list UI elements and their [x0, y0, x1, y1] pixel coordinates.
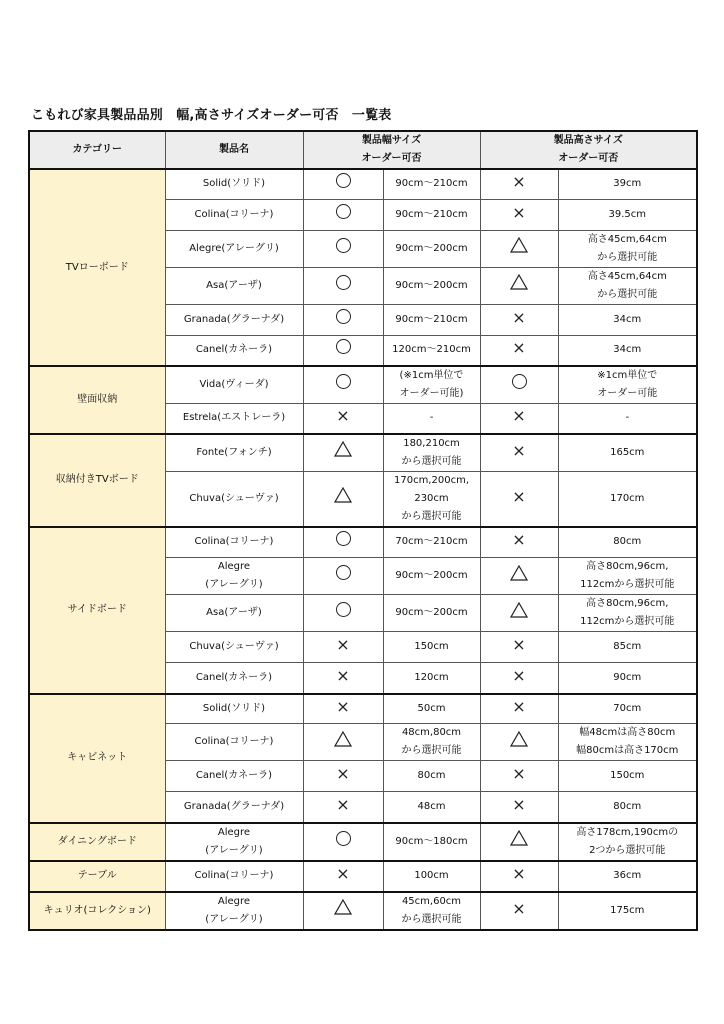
width-mark-cell [303, 823, 383, 861]
table-row [29, 366, 697, 404]
product-name-cell: Fonte(フォンチ) [165, 434, 303, 472]
product-name-cell: Colina(コリーナ) [165, 724, 303, 761]
cross-mark-icon: × [336, 794, 350, 814]
triangle-mark-icon [510, 565, 528, 588]
height-mark-cell [480, 663, 558, 694]
height-mark-cell [480, 595, 558, 632]
height-mark-cell [480, 366, 558, 404]
height-mark-cell [480, 230, 558, 267]
cross-mark-icon: × [512, 172, 526, 192]
table-row [29, 892, 697, 930]
height-range-cell: 高さ45cm,64cm から選択可能 [558, 230, 697, 267]
cross-mark-icon: × [336, 635, 350, 654]
width-range-cell: 70cm〜210cm [383, 527, 480, 558]
category-cell: TVローボード [29, 169, 165, 366]
cross-mark-icon: × [512, 635, 526, 654]
width-range-cell: 90cm〜200cm [383, 230, 480, 267]
product-name-cell: Solid(ソリド) [165, 169, 303, 199]
table-body [29, 169, 697, 930]
cross-mark-icon: × [512, 338, 526, 358]
width-range-cell: 90cm〜180cm [383, 823, 480, 861]
product-name-cell: Alegre (アレーグリ) [165, 558, 303, 595]
width-range-cell: 90cm〜200cm [383, 558, 480, 595]
category-cell: 収納付きTVボード [29, 434, 165, 527]
header-category: カテゴリー [29, 131, 165, 169]
height-mark-cell [480, 861, 558, 892]
cross-mark-icon: × [512, 202, 526, 222]
width-mark-cell [303, 404, 383, 434]
circle-mark-icon [336, 204, 351, 219]
height-range-cell: - [558, 404, 697, 434]
triangle-mark-icon [510, 602, 528, 625]
cross-mark-icon: × [512, 898, 526, 918]
triangle-mark-icon [334, 731, 352, 754]
triangle-mark-icon [510, 237, 528, 260]
header-height [480, 131, 697, 169]
height-mark-cell [480, 169, 558, 199]
width-range-cell: - [383, 404, 480, 434]
product-name-cell: Vida(ヴィーダ) [165, 366, 303, 404]
width-range-cell: 80cm [383, 761, 480, 792]
height-range-cell: 175cm [558, 892, 697, 930]
width-mark-cell [303, 861, 383, 892]
product-name-cell: Estrela(エストレーラ) [165, 404, 303, 434]
width-mark-cell [303, 267, 383, 304]
circle-mark-icon [336, 565, 351, 580]
product-name-cell: Chuva(シューヴァ) [165, 632, 303, 663]
table-row [29, 823, 697, 861]
table-row [29, 527, 697, 558]
header-width-line1: 製品幅サイズ [361, 135, 422, 146]
height-range-cell: 85cm [558, 632, 697, 663]
header-product: 製品名 [165, 131, 303, 169]
width-mark-cell [303, 471, 383, 527]
page-title: こもれび家具製品品別 幅,高さサイズオーダー可否 一覧表 [31, 108, 392, 123]
product-name-cell: Canel(カネーラ) [165, 761, 303, 792]
height-mark-cell [480, 761, 558, 792]
cross-mark-icon: × [336, 406, 350, 426]
cross-mark-icon: × [512, 406, 526, 426]
width-range-cell: 90cm〜200cm [383, 267, 480, 304]
width-mark-cell [303, 304, 383, 335]
height-range-cell: 34cm [558, 304, 697, 335]
triangle-mark-icon [510, 830, 528, 853]
height-range-cell: 70cm [558, 694, 697, 724]
cross-mark-icon: × [512, 864, 526, 883]
width-range-cell: 120cm〜210cm [383, 335, 480, 366]
circle-mark-icon [336, 831, 351, 846]
height-range-cell: 高さ80cm,96cm, 112cmから選択可能 [558, 595, 697, 632]
order-availability-table [28, 130, 698, 931]
height-range-cell: 39cm [558, 169, 697, 199]
category-cell: キャビネット [29, 694, 165, 823]
circle-mark-icon [336, 374, 351, 389]
circle-mark-icon [336, 275, 351, 290]
circle-mark-icon [336, 238, 351, 253]
product-name-cell: Asa(アーザ) [165, 267, 303, 304]
width-mark-cell [303, 595, 383, 632]
category-cell: サイドボード [29, 527, 165, 694]
width-range-cell: 48cm,80cm から選択可能 [383, 724, 480, 761]
width-range-cell: 50cm [383, 694, 480, 724]
width-mark-cell [303, 199, 383, 230]
circle-mark-icon [512, 374, 527, 389]
cross-mark-icon: × [512, 764, 526, 783]
height-mark-cell [480, 724, 558, 761]
width-range-cell: 180,210cm から選択可能 [383, 434, 480, 472]
cross-mark-icon: × [336, 665, 350, 685]
width-mark-cell [303, 335, 383, 366]
height-mark-cell [480, 335, 558, 366]
height-range-cell: 80cm [558, 527, 697, 558]
width-mark-cell [303, 892, 383, 930]
width-mark-cell [303, 663, 383, 694]
width-mark-cell [303, 169, 383, 199]
triangle-mark-icon [510, 274, 528, 297]
category-cell: ダイニングボード [29, 823, 165, 861]
height-range-cell: 90cm [558, 663, 697, 694]
height-range-cell: 高さ80cm,96cm, 112cmから選択可能 [558, 558, 697, 595]
triangle-mark-icon [510, 731, 528, 754]
width-range-cell: 90cm〜210cm [383, 169, 480, 199]
width-mark-cell [303, 527, 383, 558]
circle-mark-icon [336, 173, 351, 188]
width-mark-cell [303, 632, 383, 663]
width-range-cell: 120cm [383, 663, 480, 694]
cross-mark-icon: × [512, 665, 526, 685]
circle-mark-icon [336, 309, 351, 324]
width-mark-cell [303, 558, 383, 595]
product-name-cell: Alegre (アレーグリ) [165, 823, 303, 861]
cross-mark-icon: × [512, 530, 526, 550]
height-range-cell: 高さ45cm,64cm から選択可能 [558, 267, 697, 304]
cross-mark-icon: × [336, 864, 350, 883]
category-cell: キュリオ(コレクション) [29, 892, 165, 930]
width-range-cell: 48cm [383, 792, 480, 823]
cross-mark-icon: × [336, 696, 350, 716]
height-mark-cell [480, 199, 558, 230]
height-mark-cell [480, 892, 558, 930]
width-range-cell: 150cm [383, 632, 480, 663]
circle-mark-icon [336, 339, 351, 354]
height-range-cell: ※1cm単位で オーダー可能 [558, 366, 697, 404]
height-mark-cell [480, 823, 558, 861]
header-height-line1: 製品高さサイズ [553, 135, 623, 146]
table-row [29, 434, 697, 472]
width-range-cell: 90cm〜200cm [383, 595, 480, 632]
height-mark-cell [480, 558, 558, 595]
table-row [29, 861, 697, 892]
table-row [29, 169, 697, 199]
height-mark-cell [480, 404, 558, 434]
product-name-cell: Canel(カネーラ) [165, 663, 303, 694]
height-mark-cell [480, 304, 558, 335]
product-name-cell: Colina(コリーナ) [165, 199, 303, 230]
product-name-cell: Granada(グラーナダ) [165, 304, 303, 335]
cross-mark-icon: × [512, 307, 526, 327]
height-range-cell: 80cm [558, 792, 697, 823]
width-range-cell: 170cm,200cm, 230cm から選択可能 [383, 471, 480, 527]
circle-mark-icon [336, 531, 351, 546]
header-width [303, 131, 480, 169]
width-mark-cell [303, 366, 383, 404]
height-range-cell: 幅48cmは高さ80cm 幅80cmは高さ170cm [558, 724, 697, 761]
product-name-cell: Granada(グラーナダ) [165, 792, 303, 823]
height-mark-cell [480, 694, 558, 724]
table-row [29, 694, 697, 724]
category-cell: テーブル [29, 861, 165, 892]
height-range-cell: 39.5cm [558, 199, 697, 230]
width-range-cell: 100cm [383, 861, 480, 892]
height-mark-cell [480, 632, 558, 663]
height-range-cell: 170cm [558, 471, 697, 527]
width-mark-cell [303, 230, 383, 267]
triangle-mark-icon [334, 487, 352, 510]
height-mark-cell [480, 471, 558, 527]
cross-mark-icon: × [512, 440, 526, 460]
width-range-cell: (※1cm単位で オーダー可能) [383, 366, 480, 404]
product-name-cell: Asa(アーザ) [165, 595, 303, 632]
cross-mark-icon: × [512, 696, 526, 716]
product-name-cell: Solid(ソリド) [165, 694, 303, 724]
width-mark-cell [303, 434, 383, 472]
height-mark-cell [480, 434, 558, 472]
circle-mark-icon [336, 602, 351, 617]
cross-mark-icon: × [512, 794, 526, 814]
product-name-cell: Colina(コリーナ) [165, 861, 303, 892]
width-range-cell: 45cm,60cm から選択可能 [383, 892, 480, 930]
triangle-mark-icon [334, 899, 352, 922]
cross-mark-icon: × [512, 486, 526, 506]
height-range-cell: 高さ178cm,190cmの 2つから選択可能 [558, 823, 697, 861]
product-name-cell: Colina(コリーナ) [165, 527, 303, 558]
header-height-line2: オーダー可否 [558, 153, 619, 164]
triangle-mark-icon [334, 441, 352, 464]
height-range-cell: 36cm [558, 861, 697, 892]
height-range-cell: 150cm [558, 761, 697, 792]
category-cell: 壁面収納 [29, 366, 165, 434]
height-range-cell: 165cm [558, 434, 697, 472]
height-range-cell: 34cm [558, 335, 697, 366]
product-name-cell: Alegre (アレーグリ) [165, 892, 303, 930]
width-range-cell: 90cm〜210cm [383, 304, 480, 335]
height-mark-cell [480, 527, 558, 558]
width-mark-cell [303, 761, 383, 792]
height-mark-cell [480, 792, 558, 823]
height-mark-cell [480, 267, 558, 304]
width-mark-cell [303, 792, 383, 823]
product-name-cell: Canel(カネーラ) [165, 335, 303, 366]
cross-mark-icon: × [336, 764, 350, 783]
header-width-line2: オーダー可否 [361, 153, 422, 164]
product-name-cell: Chuva(シューヴァ) [165, 471, 303, 527]
width-range-cell: 90cm〜210cm [383, 199, 480, 230]
product-name-cell: Alegre(アレーグリ) [165, 230, 303, 267]
width-mark-cell [303, 694, 383, 724]
header-row [29, 131, 697, 169]
width-mark-cell [303, 724, 383, 761]
